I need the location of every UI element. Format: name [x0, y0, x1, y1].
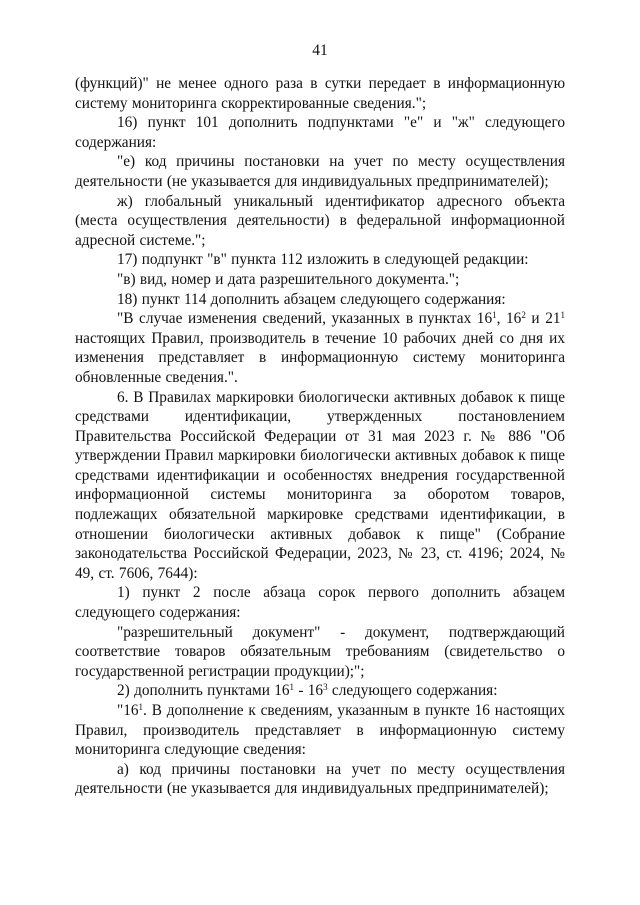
text-segment: "в) вид, номер и дата разрешительного документа.";: [117, 270, 460, 288]
superscript: 1: [492, 310, 497, 321]
text-segment: "разрешительный документ" - документ, подтверждающий соответствие товаров обязательным требованиям (свидетельство о государственной регистрации продукции);";: [75, 623, 565, 680]
paragraph: [75, 74, 565, 113]
document-body: [75, 74, 565, 799]
paragraph: [75, 290, 565, 310]
superscript: 1: [560, 310, 565, 321]
text-segment: и 21: [525, 310, 561, 328]
paragraph: [75, 623, 565, 682]
text-segment: (функций)" не менее одного раза в сутки передает в информационную систему мониторинга скорректированные сведения.";: [75, 75, 565, 112]
text-segment: , 16: [496, 310, 522, 328]
paragraph: [75, 701, 565, 760]
text-segment: 16) пункт 101 дополнить подпунктами "е" и "ж" следующего содержания:: [75, 114, 565, 151]
paragraph: [75, 250, 565, 270]
superscript: 1: [289, 682, 295, 693]
text-segment: следующего содержания:: [327, 682, 498, 700]
paragraph: [75, 760, 565, 799]
text-segment: 6. В Правилах маркировки биологически активных добавок к пище средствами идентификации, утвержденных постановлением Правительства Российской Федерации от 31 мая 2023 г. № 886 "Об утверждении Правил маркировки биологически активных добавок к пище средствами идентификации и особенностях внедрения государственной информационной системы мониторинга за оборотом товаров, подлежащих обязательной маркировке средствами идентификации, в отношении биологически активных добавок к пище" (Собрание законодательства Российской Федерации, 2023, № 23, ст. 4196; 2024, № 49, ст. 7606, 7644):: [75, 388, 565, 582]
text-segment: 1) пункт 2 после абзаца сорок первого дополнить абзацем следующего содержания:: [75, 584, 565, 622]
page-number: 41: [312, 42, 328, 59]
text-segment: "16: [117, 702, 139, 719]
text-segment: "В случае изменения сведений, указанных в пунктах 16: [117, 310, 493, 328]
text-segment: 2) дополнить пунктами 16: [117, 682, 290, 700]
paragraph: [75, 388, 565, 584]
text-segment: ж) глобальный уникальный идентификатор адресного объекта (места осуществления деятельности) в федеральной информационной адресной системе.";: [75, 192, 565, 249]
text-segment: настоящих Правил, производитель в течение 10 рабочих дней со дня их изменения представляет в информационную систему мониторинга обновленные сведения.".: [75, 329, 565, 386]
paragraph: [75, 270, 565, 290]
text-segment: 18) пункт 114 дополнить абзацем следующего содержания:: [117, 290, 506, 308]
text-segment: - 16: [294, 682, 324, 700]
text-segment: 17) подпункт "в" пункта 112 изложить в следующей редакции:: [117, 251, 529, 269]
text-segment: а) код причины постановки на учет по месту осуществления деятельности (не указывается для индивидуальных предпринимателей);: [75, 760, 565, 798]
paragraph: [75, 681, 565, 701]
paragraph: [75, 309, 565, 387]
paragraph: [75, 152, 565, 191]
paragraph: [75, 113, 565, 152]
superscript: 2: [521, 310, 526, 321]
paragraph: [75, 192, 565, 251]
text-segment: "е) код причины постановки на учет по месту осуществления деятельности (не указывается для индивидуальных предпринимателей);: [75, 153, 565, 190]
text-segment: . В дополнение к сведениям, указанным в пункте 16 настоящих Правил, производитель представляет в информационную систему мониторинга следующие сведения:: [75, 702, 565, 759]
paragraph: [75, 583, 565, 622]
superscript: 3: [323, 682, 328, 693]
superscript: 1: [138, 702, 144, 712]
